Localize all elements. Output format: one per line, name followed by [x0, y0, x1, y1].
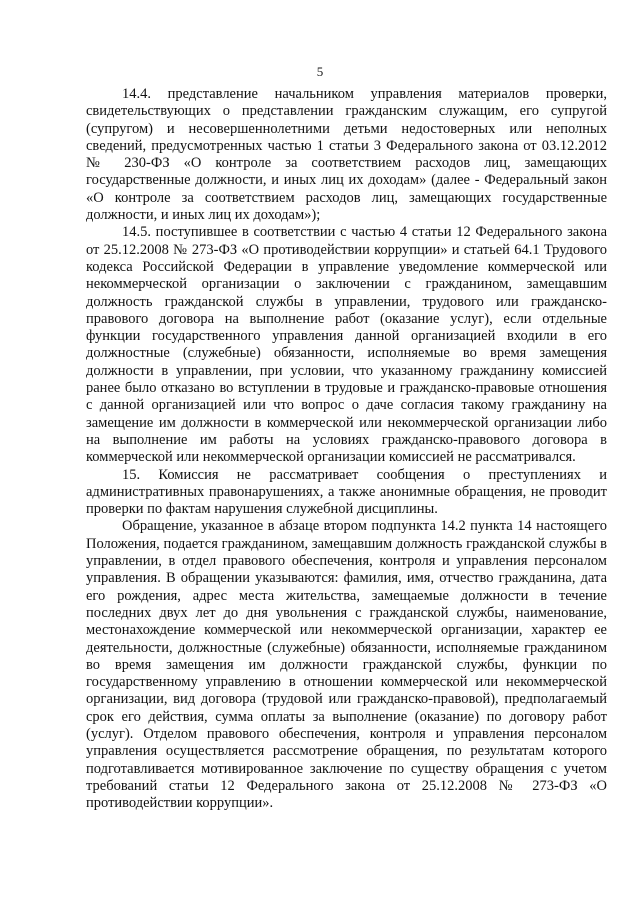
page-number: 5 [316, 64, 324, 79]
paragraph-appeal: Обращение, указанное в абзаце втором подпункта 14.2 пункта 14 настоящего Положения, подается гражданином, замещавшим должность гражданской службы в управлении, в отдел правового обеспечения, контроля и управления персоналом управления. В обращении указываются: фамилия, имя, отчество гражданина, дата его рождения, адрес места жительства, замещаемые должности в течение последних двух лет до дня увольнения с гражданской службы, наименование, местонахождение коммерческой или некоммерческой организации, характер ее деятельности, должностные (служебные) обязанности, исполняемые гражданином во время замещения им должности гражданской службы, функции по государственному управлению в отношении коммерческой или некоммерческой организации, вид договора (трудовой или гражданско-правовой), предполагаемый срок его действия, сумма оплаты за выполнение (оказание) по договору работ (услуг). Отделом правового обеспечения, контроля и управления персоналом управления осуществляется рассмотрение обращения, по результатам которого подготавливается мотивированное заключение по существу обращения с учетом требований статьи 12 Федерального закона от 25.12.2008 № 273-ФЗ «О противодействии коррупции». [86, 518, 607, 812]
document-body [86, 86, 607, 812]
paragraph-14-4: 14.4. представление начальником управления материалов проверки, свидетельствующих о представлении гражданским служащим, его супругой (супругом) и несовершеннолетними детьми недостоверных или неполных сведений, предусмотренных частью 1 статьи 3 Федерального закона от 03.12.2012 № 230-ФЗ «О контроле за соответствием расходов лиц, замещающих государственные должности, и иных лиц их доходам» (далее - Федеральный закон «О контроле за соответствием расходов лиц, замещающих государственные должности, и иных лиц их доходам»); [86, 86, 607, 224]
paragraph-14-5: 14.5. поступившее в соответствии с частью 4 статьи 12 Федерального закона от 25.12.2008 № 273-ФЗ «О противодействии коррупции» и статьей 64.1 Трудового кодекса Российской Федерации в управление уведомление коммерческой или некоммерческой организации о заключении с гражданином, замещавшим должность гражданской службы в управлении, трудового или гражданско-правового договора на выполнение работ (оказание услуг), если отдельные функции государственного управления данной организацией входили в его должностные (служебные) обязанности, исполняемые во время замещения должности в управлении, при условии, что указанному гражданину комиссией ранее было отказано во вступлении в трудовые и гражданско-правовые отношения с данной организацией или что вопрос о даче согласия такому гражданину на замещение им должности в коммерческой или некоммерческой организации либо на выполнение им работы на условиях гражданско-правового договора в коммерческой или некоммерческой организации комиссией не рассматривался. [86, 224, 607, 466]
paragraph-15: 15. Комиссия не рассматривает сообщения о преступлениях и административных правонарушениях, а также анонимные обращения, не проводит проверки по фактам нарушения служебной дисциплины. [86, 466, 607, 518]
